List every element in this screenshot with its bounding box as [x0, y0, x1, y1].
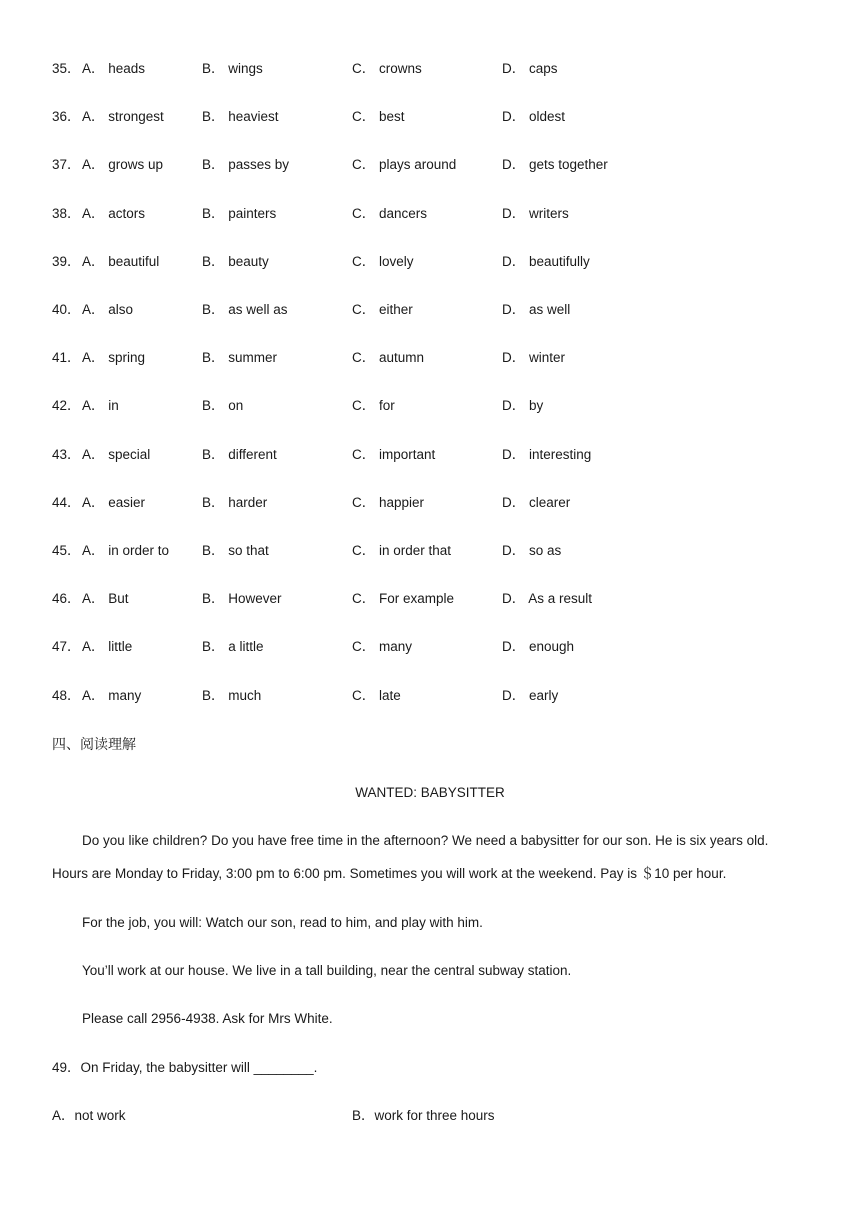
option-a: A． But	[82, 591, 129, 607]
option-a: A． actors	[82, 205, 146, 221]
question-number: 38．	[52, 205, 81, 221]
option-a: A． beautiful	[82, 253, 160, 269]
question-row	[52, 588, 812, 610]
option-d: D． enough	[502, 639, 575, 655]
option-b: B． different	[202, 446, 277, 462]
option-b: B． a little	[202, 639, 264, 655]
question-number: 41．	[52, 350, 81, 366]
option-a: A． easier	[82, 494, 146, 510]
question-row	[52, 106, 812, 128]
option-c: C． late	[352, 687, 401, 703]
option-d: D． As a result	[502, 591, 593, 607]
option-c: C． important	[352, 446, 436, 462]
option-d: D． caps	[502, 61, 558, 76]
option-a: A． spring	[82, 350, 146, 366]
option-a: A． special	[82, 446, 151, 462]
question-row	[52, 636, 812, 658]
passage-paragraph-4: Please call 2956-4938. Ask for Mrs White.	[82, 1011, 333, 1026]
option-c: C． plays around	[352, 157, 457, 173]
option-d: D． gets together	[502, 157, 608, 173]
option-b: B． passes by	[202, 157, 290, 173]
option-a: A． in order to	[82, 543, 170, 558]
option-d: D． clearer	[502, 494, 571, 510]
option-a: A． grows up	[82, 157, 164, 173]
question-row	[52, 540, 812, 562]
option-a: A． many	[82, 687, 142, 703]
question-number: 39．	[52, 253, 81, 269]
option-b: B． so that	[202, 543, 269, 558]
question-number: 37．	[52, 157, 81, 173]
passage-paragraph-3: You’ll work at our house. We live in a tall building, near the central subway station.	[82, 963, 572, 978]
question-row	[52, 685, 812, 707]
option-b: B． painters	[202, 205, 277, 221]
option-b: B． wings	[202, 61, 263, 76]
question-row	[52, 299, 812, 321]
question-number: 40．	[52, 302, 81, 317]
option-b: B． However	[202, 591, 282, 607]
question-row	[52, 154, 812, 176]
option-b: B． beauty	[202, 253, 269, 269]
question-row	[52, 251, 812, 273]
option-c: C． For example	[352, 591, 455, 607]
option-a: A． strongest	[82, 109, 164, 125]
question-row	[52, 395, 812, 417]
question-row	[52, 444, 812, 466]
question-row	[52, 203, 812, 225]
option-b: B． heaviest	[202, 109, 279, 125]
question-49-option-b: B．work for three hours	[352, 1108, 495, 1123]
option-a: A． little	[82, 639, 133, 655]
question-number: 45．	[52, 543, 81, 558]
option-c: C． dancers	[352, 205, 428, 221]
question-row	[52, 492, 812, 514]
option-d: D． interesting	[502, 446, 592, 462]
option-b: B． on	[202, 398, 244, 414]
question-row	[52, 347, 812, 369]
option-a: A． heads	[82, 61, 146, 76]
option-d: D． by	[502, 398, 544, 414]
question-number: 47．	[52, 639, 81, 655]
option-c: C． best	[352, 109, 405, 125]
option-d: D． so as	[502, 543, 562, 558]
option-d: D． beautifully	[502, 253, 590, 269]
option-d: D． winter	[502, 350, 566, 366]
question-number: 48．	[52, 687, 81, 703]
option-c: C． either	[352, 302, 413, 317]
question-49-stem: 49．On Friday, the babysitter will ________.	[52, 1060, 318, 1075]
option-b: B． much	[202, 687, 262, 703]
option-d: D． oldest	[502, 109, 566, 125]
passage-paragraph-1-line-1: Do you like children? Do you have free time in the afternoon? We need a babysitter for our son. He is six years old.	[82, 833, 769, 848]
option-c: C． in order that	[352, 543, 452, 558]
option-c: C． autumn	[352, 350, 425, 366]
option-b: B． harder	[202, 494, 268, 510]
passage-title: WANTED: BABYSITTER	[355, 785, 505, 800]
option-c: C． lovely	[352, 253, 414, 269]
question-number: 44．	[52, 494, 81, 510]
option-a: A． in	[82, 398, 119, 414]
question-number: 42．	[52, 398, 81, 414]
option-b: B． summer	[202, 350, 278, 366]
question-number: 36．	[52, 109, 81, 125]
option-c: C． many	[352, 639, 413, 655]
question-number: 43．	[52, 446, 81, 462]
question-number: 46．	[52, 591, 81, 607]
passage-paragraph-2: For the job, you will: Watch our son, read to him, and play with him.	[82, 915, 483, 930]
section-heading: 四、阅读理解	[52, 736, 136, 752]
option-c: C． for	[352, 398, 395, 414]
question-row	[52, 58, 812, 80]
question-number: 35．	[52, 61, 81, 76]
passage-paragraph-1-line-2: Hours are Monday to Friday, 3:00 pm to 6:00 pm. Sometimes you will work at the weekend. Pay is ＄10 per hour.	[52, 866, 727, 881]
option-d: D． early	[502, 687, 559, 703]
option-c: C． crowns	[352, 61, 422, 76]
option-b: B． as well as	[202, 302, 288, 317]
option-d: D． writers	[502, 205, 569, 221]
question-49-option-a: A．not work	[52, 1108, 126, 1123]
option-c: C． happier	[352, 494, 425, 510]
option-a: A． also	[82, 302, 134, 317]
option-d: D． as well	[502, 302, 571, 317]
